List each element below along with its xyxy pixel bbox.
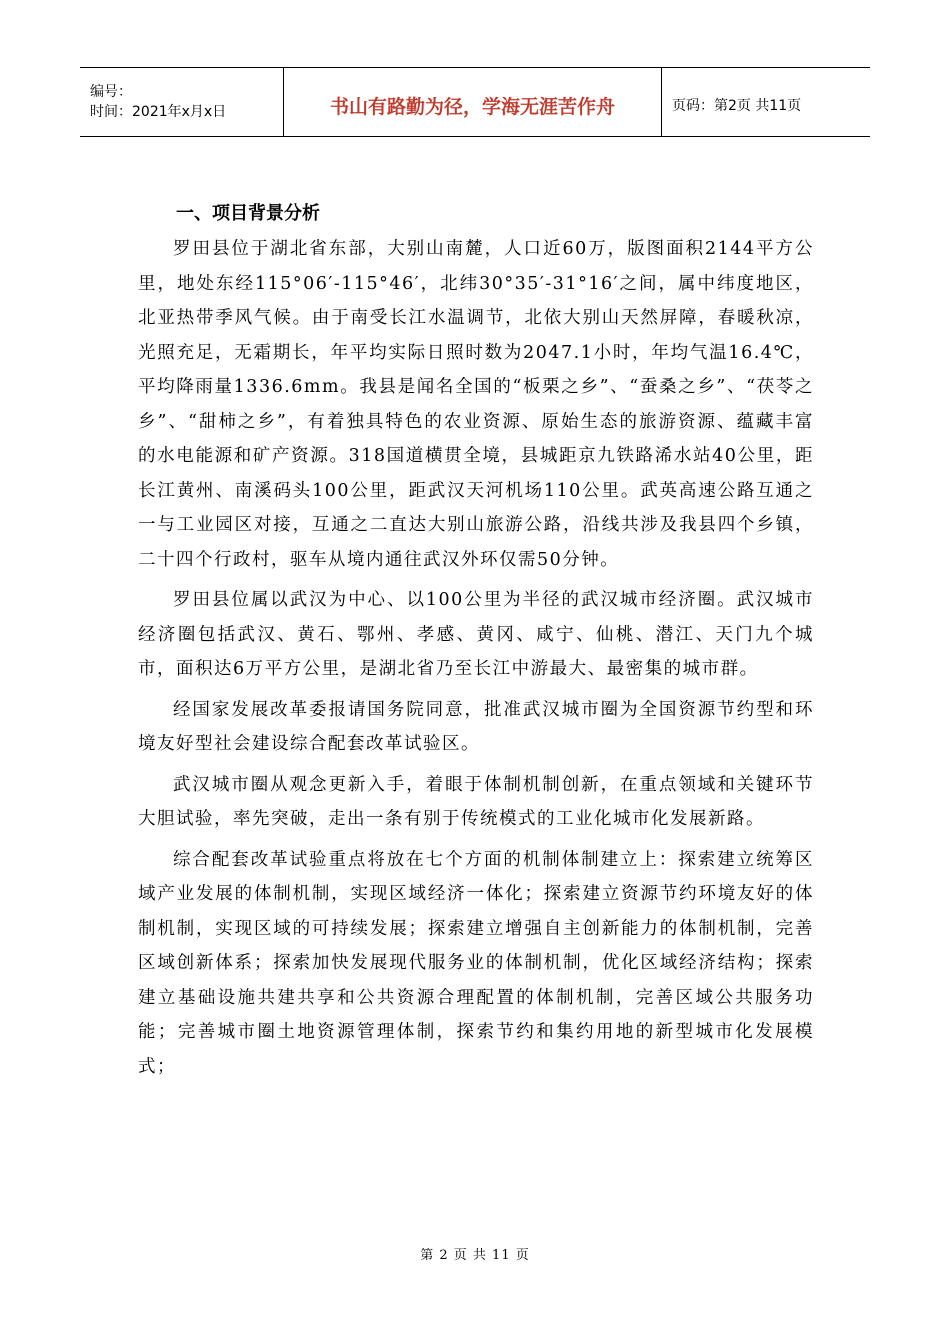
motto-text: 书山有路勤为径，学海无涯苦作舟 [329, 95, 615, 118]
page-header [80, 67, 870, 137]
section-heading: 一、项目背景分析 [176, 203, 320, 224]
serial-number-label: 编号： [90, 84, 132, 100]
footer-page-number: 第 2 页 共 11 页 [420, 1248, 530, 1263]
paragraph-innovation: 武汉城市圈从观念更新入手，着眼于体制机制创新，在重点领域和关键环节大胆试验，率先突破，走出一条有别于传统模式的工业化城市化发展新路。 [138, 774, 814, 829]
paragraph-economic-circle: 罗田县位属以武汉为中心、以100公里为半径的武汉城市经济圈。武汉城市经济圈包括武汉、黄石、鄂州、孝感、黄冈、咸宁、仙桃、潜江、天门九个城市，面积达6万平方公里，是湖北省乃至长江中游最大、最密集的城市群。 [138, 590, 814, 679]
header-meta [80, 68, 284, 136]
page-info-text: 页码：第2页 共11页 [672, 98, 802, 114]
header-motto [284, 68, 662, 136]
paragraph-background: 罗田县位于湖北省东部，大别山南麓，人口近60万，版图面积2144平方公里，地处东经115°06′-115°46′，北纬30°35′-31°16′之间，属中纬度地区，北亚热带季风气候。由于南受长江水温调节，北依大别山天然屏障，春暖秋凉，光照充足，无霜期长，年平均实际日照时数为2047.1小时，年均气温16.4℃，平均降雨量1336.6mm。我县是闻名全国的“板栗之乡”、“蚕桑之乡”、“茯苓之乡”、“甜柿之乡”，有着独具特色的农业资源、原始生态的旅游资源、蕴藏丰富的水电能源和矿产资源。318国道横贯全境，县城距京九铁路浠水站40公里，距长江黄州、南溪码头100公里，距武汉天河机场110公里。武英高速公路互通之一与工业园区对接，互通之二直达大别山旅游公路，沿线共涉及我县四个乡镇，二十四个行政村，驱车从境内通往武汉外环仅需50分钟。 [138, 239, 814, 570]
paragraph-reform-focus: 综合配套改革试验重点将放在七个方面的机制体制建立上：探索建立统筹区域产业发展的体制机制，实现区域经济一体化；探索建立资源节约环境友好的体制机制，实现区域的可持续发展；探索建立增强自主创新能力的体制机制，完善区域创新体系；探索加快发展现代服务业的体制机制，优化区域经济结构；探索建立基础设施共建共享和公共资源合理配置的体制机制，完善区域公共服务功能；完善城市圈土地资源管理体制，探索节约和集约用地的新型城市化发展模式； [138, 849, 814, 1077]
date-label: 时间：2021年x月x日 [90, 104, 227, 120]
header-page-info [662, 68, 870, 136]
paragraph-approval: 经国家发展改革委报请国务院同意，批准武汉城市圈为全国资源节约型和环境友好型社会建设综合配套改革试验区。 [138, 699, 814, 754]
page-footer [0, 1244, 950, 1263]
document-body [138, 196, 814, 1090]
